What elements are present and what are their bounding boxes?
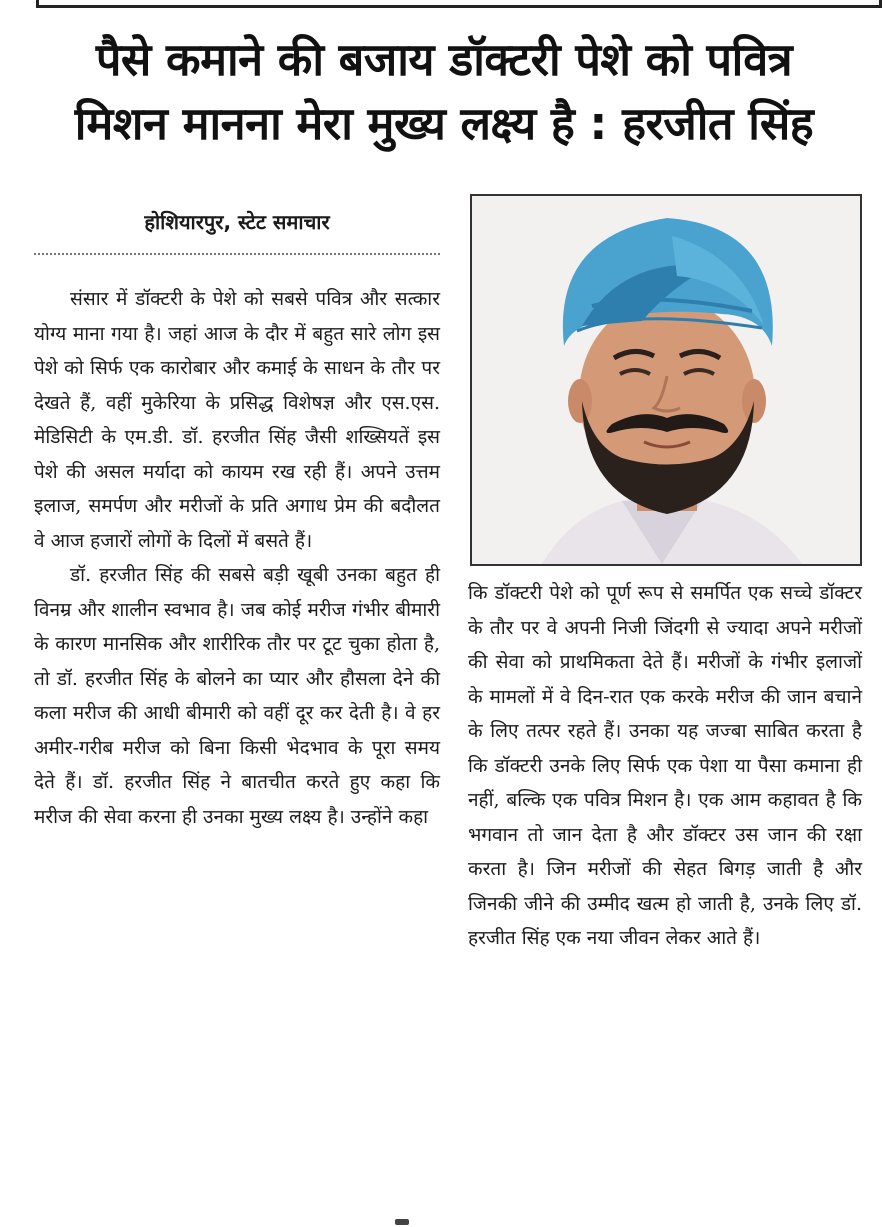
page-edge-mark — [395, 1219, 409, 1225]
right-paragraph-1: कि डॉक्टरी पेशे को पूर्ण रूप से समर्पित एक सच्चे डॉक्टर के तौर पर वे अपनी निजी जिंदगी से ज्यादा अपने मरीजों की सेवा को प्राथमिकता देते हैं। मरीजों के गंभीर इलाजों के मामलों में वे दिन-रात एक करके मरीज की जान बचाने के लिए तत्पर रहते हैं। उनका यह जज्बा साबित करता है कि डॉक्टरी उनके लिए सिर्फ एक पेशा या पैसा कमाना ही नहीं, बल्कि एक पवित्र मिशन है। एक आम कहावत है कि भगवान तो जान देता है और डॉक्टर उस जान की रक्षा करता है। जिन मरीजों की सेहत बिगड़ जाती है और जिनकी जीने की उम्मीद खत्म हो जाती है, उनके लिए डॉ. हरजीत सिंह एक नया जीवन लेकर आते हैं। — [468, 582, 862, 949]
left-paragraph-2: डॉ. हरजीत सिंह की सबसे बड़ी खूबी उनका बहुत ही विनम्र और शालीन स्वभाव है। जब कोई मरीज गंभीर बीमारी के कारण मानसिक और शारीरिक तौर पर टूट चुका होता है, तो डॉ. हरजीत सिंह के बोलने का प्यार और हौसला देने की कला मरीज की आधी बीमारी को वहीं दूर कर देती है। वे हर अमीर-गरीब मरीज को बिना किसी भेदभाव के पूरा समय देते हैं। डॉ. हरजीत सिंह ने बातचीत करते हुए कहा कि मरीज की सेवा करना ही उनका मुख्य लक्ष्य है। उन्होंने कहा — [34, 564, 440, 828]
top-border-frame — [36, 0, 882, 8]
headline — [20, 28, 868, 156]
right-column — [468, 576, 862, 956]
portrait-photo — [470, 194, 862, 566]
left-column — [34, 282, 440, 834]
portrait-illustration — [472, 196, 860, 564]
headline-line-1: पैसे कमाने की बजाय डॉक्टरी पेशे को पवित्र — [95, 33, 793, 86]
left-paragraph-1: संसार में डॉक्टरी के पेशे को सबसे पवित्र और सत्कार योग्य माना गया है। जहां आज के दौर में बहुत सारे लोग इस पेशे को सिर्फ एक कारोबार और कमाई के साधन के तौर पर देखते हैं, वहीं मुकेरिया के प्रसिद्ध विशेषज्ञ और एस.एस. मेडिसिटी के एम.डी. डॉ. हरजीत सिंह जैसी शख्सियतें इस पेशे की असल मर्यादा को कायम रख रही हैं। अपने उत्तम इलाज, समर्पण और मरीजों के प्रति अगाध प्रेम की बदौलत वे आज हजारों लोगों के दिलों में बसते हैं। — [34, 288, 440, 552]
headline-line-2: मिशन मानना मेरा मुख्य लक्ष्य है : हरजीत सिंह — [74, 97, 814, 150]
dotted-divider — [34, 253, 440, 255]
dateline: होशियारपुर, स्टेट समाचार — [144, 210, 330, 234]
